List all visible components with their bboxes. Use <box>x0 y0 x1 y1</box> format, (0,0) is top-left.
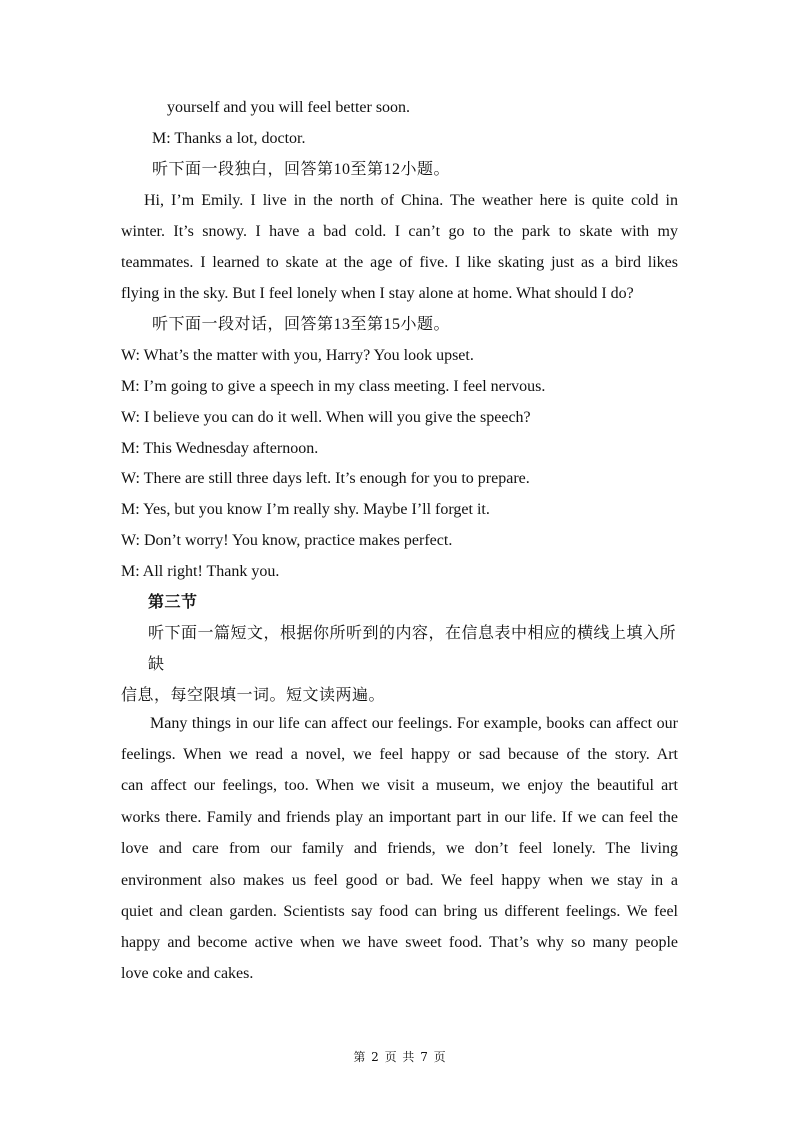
passage-line: Many things in our life can affect our feelings. For example, books can affect our <box>150 715 678 732</box>
passage-line: works there. Family and friends play an important part in our life. If we can feel the <box>121 809 678 826</box>
passage-line: love and care from our family and friends, we don’t feel lonely. The living <box>121 840 678 857</box>
passage-line: love coke and cakes. <box>121 965 254 982</box>
monologue-line: flying in the sky. But I feel lonely when I stay alone at home. What should I do? <box>121 285 634 302</box>
passage-line: quiet and clean garden. Scientists say food can bring us different feelings. We feel <box>121 903 678 920</box>
page-footer: 第 2 页 共 7 页 <box>353 1050 447 1064</box>
dialogue-line: M: I’m going to give a speech in my class meeting. I feel nervous. <box>121 378 546 395</box>
instruction-line: 缺 <box>148 656 165 673</box>
dialogue-line: W: What’s the matter with you, Harry? You look upset. <box>121 347 474 364</box>
dialogue-line: M: This Wednesday afternoon. <box>121 440 319 457</box>
dialogue-line: W: There are still three days left. It’s enough for you to prepare. <box>121 470 530 487</box>
monologue-line: winter. It’s snowy. I have a bad cold. I can’t go to the park to skate with my <box>121 223 678 240</box>
dialogue-line-continuation: yourself and you will feel better soon. <box>167 99 411 116</box>
dialogue-line: W: I believe you can do it well. When will you give the speech? <box>121 409 531 426</box>
monologue-line: teammates. I learned to skate at the age of five. I like skating just as a bird likes <box>121 254 678 271</box>
dialogue-line: M: Thanks a lot, doctor. <box>152 130 306 147</box>
dialogue-line: M: All right! Thank you. <box>121 563 280 580</box>
dialogue-line: M: Yes, but you know I’m really shy. Maybe I’ll forget it. <box>121 501 490 518</box>
passage-line: happy and become active when we have sweet food. That’s why so many people <box>121 934 678 951</box>
passage-line: environment also makes us feel good or bad. We feel happy when we stay in a <box>121 872 678 889</box>
instruction-line: 信息，每空限填一词。短文读两遍。 <box>121 687 386 704</box>
section-heading: 第三节 <box>148 594 198 611</box>
instruction-line: 听下面一篇短文，根据你所听到的内容，在信息表中相应的横线上填入所 <box>148 625 677 642</box>
passage-line: can affect our feelings, too. When we visit a museum, we enjoy the beautiful art <box>121 777 678 794</box>
passage-line: feelings. When we read a novel, we feel happy or sad because of the story. Art <box>121 746 678 763</box>
dialogue-line: W: Don’t worry! You know, practice makes perfect. <box>121 532 453 549</box>
section-instruction-10-12: 听下面一段独白，回答第10至第12小题。 <box>152 161 451 178</box>
monologue-line: Hi, I’m Emily. I live in the north of China. The weather here is quite cold in <box>144 192 678 209</box>
section-instruction-13-15: 听下面一段对话，回答第13至第15小题。 <box>152 316 451 333</box>
